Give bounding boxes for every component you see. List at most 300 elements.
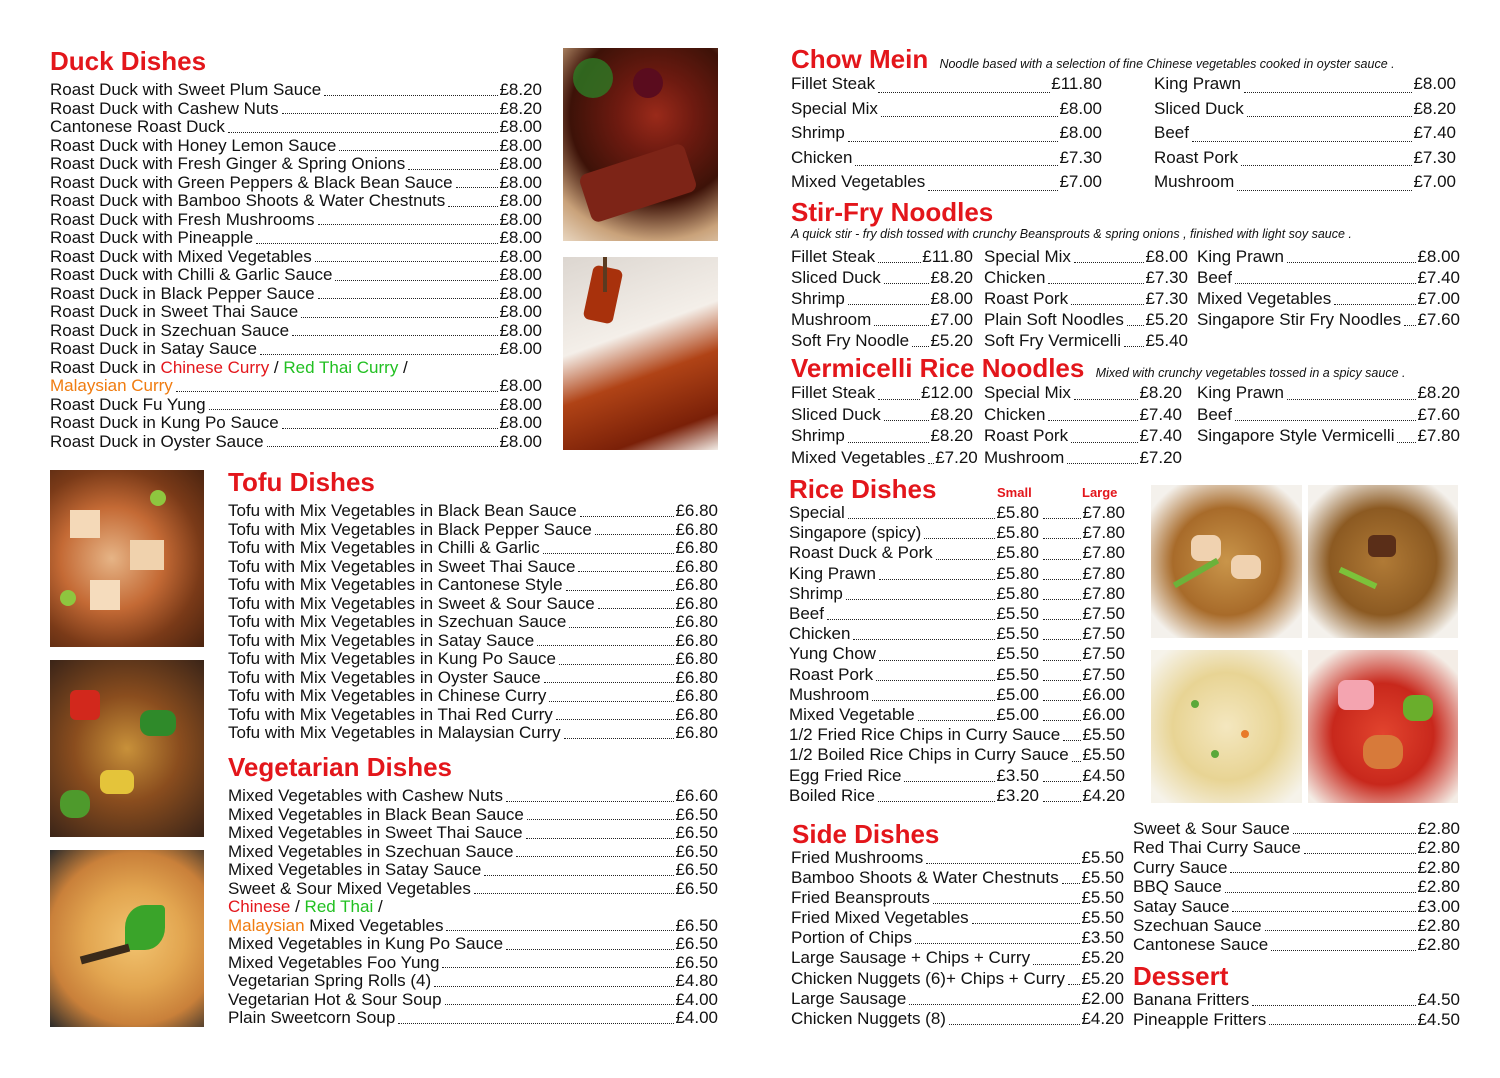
menu-item-name: Sliced Duck	[791, 404, 881, 424]
menu-item-price: £7.30	[1145, 268, 1188, 287]
menu-item-row	[791, 425, 973, 447]
menu-item-name: Tofu with Mix Vegetables in Kung Po Sauce	[228, 649, 556, 668]
menu-item-name: Roast Duck in Satay Sauce	[50, 339, 257, 358]
menu-item-price: £7.00	[1417, 289, 1460, 308]
leader-dots	[848, 304, 930, 305]
leader-dots	[1404, 325, 1416, 326]
menu-item-price: £8.20	[1417, 383, 1460, 402]
malaysian-curry-label: Malaysian Curry	[50, 376, 173, 395]
leader-dots	[324, 95, 498, 96]
menu-item-price: £5.20	[1081, 968, 1124, 988]
leader-dots	[506, 949, 674, 950]
rice-item-row	[789, 604, 1125, 624]
rice-small-price: £5.00	[996, 684, 1039, 704]
leader-dots	[301, 317, 498, 318]
menu-item-row	[1133, 916, 1460, 935]
menu-item-name: Tofu with Mix Vegetables in Szechuan Sauce	[228, 612, 567, 631]
leader-dots	[933, 903, 1081, 904]
rice-item-row	[789, 564, 1125, 584]
menu-item-price: £6.80	[675, 630, 718, 650]
menu-item-name: Special Mix	[791, 98, 878, 118]
menu-item-name: Chicken	[791, 147, 853, 167]
leader-dots	[872, 700, 995, 701]
rice-large-price: £5.50	[1082, 725, 1125, 745]
leader-dots	[1124, 346, 1144, 347]
menu-item-name: Vegetarian Spring Rolls (4)	[228, 971, 432, 990]
menu-item-name: Roast Duck with Honey Lemon Sauce	[50, 135, 337, 155]
menu-item-name: Roast Pork	[789, 664, 874, 684]
menu-item-price: £8.00	[499, 302, 542, 321]
menu-item-row	[228, 972, 718, 991]
leader-dots	[1043, 781, 1081, 782]
leader-dots	[549, 701, 674, 702]
menu-item-name: Pineapple Fritters	[1133, 1009, 1267, 1029]
leader-dots	[1043, 680, 1081, 681]
tofu-dishes-heading: Tofu Dishes	[228, 467, 375, 497]
menu-item-name: Tofu with Mix Vegetables in Chinese Curry	[228, 686, 547, 705]
leader-dots	[580, 516, 675, 517]
leader-dots	[339, 150, 498, 151]
leader-dots	[474, 893, 675, 894]
sweet-sour-chicken-photo	[1308, 650, 1458, 803]
rice-item-row	[789, 543, 1125, 563]
menu-item-name: Bamboo Shoots & Water Chestnuts	[791, 868, 1059, 888]
duck-curry-prefix: Roast Duck in	[50, 357, 161, 377]
menu-item-row	[228, 669, 718, 688]
leader-dots	[1043, 559, 1081, 560]
curry-separator: /	[290, 897, 305, 916]
menu-item-name: Roast Duck in Kung Po Sauce	[50, 413, 279, 432]
leader-dots	[1048, 420, 1138, 421]
leader-dots	[879, 579, 996, 580]
menu-item-name: Tofu with Mix Vegetables in Sweet & Sour Sauce	[228, 593, 595, 613]
leader-dots	[904, 781, 995, 782]
leader-dots	[884, 283, 930, 284]
rice-small-price: £5.80	[996, 523, 1039, 543]
menu-item-price: £2.00	[1081, 988, 1124, 1008]
menu-item-row	[1197, 288, 1460, 309]
menu-item-name: Mixed Vegetables in Black Bean Sauce	[228, 804, 524, 824]
leader-dots	[408, 169, 498, 170]
menu-item-row	[984, 330, 1188, 351]
rice-dishes-list	[789, 503, 1125, 806]
menu-item-row	[984, 309, 1188, 330]
menu-item-price: £6.80	[675, 686, 718, 705]
leader-dots	[848, 141, 1059, 142]
menu-item-price: £6.50	[675, 823, 718, 842]
leader-dots	[484, 875, 674, 876]
leader-dots	[1235, 283, 1416, 284]
rice-large-price: £4.50	[1082, 765, 1125, 785]
leader-dots	[1334, 304, 1416, 305]
menu-item-name: Mixed Vegetables	[791, 172, 926, 191]
menu-item-price: £2.80	[1417, 819, 1460, 838]
menu-item-price: £8.20	[930, 426, 973, 445]
leader-dots	[1043, 720, 1081, 721]
menu-item-row	[791, 1009, 1124, 1029]
leader-dots	[926, 863, 1080, 864]
vermicelli-note: Mixed with crunchy vegetables tossed in a spicy sauce .	[1095, 366, 1406, 380]
menu-item-name: King Prawn	[1197, 247, 1284, 266]
menu-item-name: Roast Duck & Pork	[789, 543, 933, 563]
menu-item-row	[50, 285, 542, 304]
menu-item-row	[791, 928, 1124, 948]
rice-small-price: £5.80	[996, 543, 1039, 563]
leader-dots	[1293, 833, 1417, 834]
veg-curry-rest: Mixed Vegetables	[304, 915, 444, 935]
menu-item-name: Mixed Vegetables with Cashew Nuts	[228, 786, 503, 805]
menu-item-row	[228, 502, 718, 521]
rice-dishes-heading: Rice Dishes	[789, 474, 937, 504]
menu-item-name: Special Mix	[984, 383, 1071, 402]
menu-item-price: £7.20	[1139, 447, 1182, 467]
menu-item-name: Portion of Chips	[791, 928, 912, 948]
rice-small-price: £5.50	[996, 644, 1039, 664]
menu-item-row	[50, 211, 542, 230]
menu-item-row	[791, 170, 1102, 195]
menu-item-name: Egg Fried Rice	[789, 765, 902, 785]
menu-item-row	[791, 382, 973, 404]
leader-dots	[559, 664, 675, 665]
menu-item-price: £7.60	[1417, 310, 1460, 329]
malaysian-label: Malaysian	[228, 915, 305, 935]
rice-small-price: £3.20	[996, 785, 1039, 805]
menu-item-row	[228, 613, 718, 632]
rice-large-price: £7.80	[1082, 563, 1125, 583]
menu-item-name: Mushroom	[1154, 172, 1235, 191]
menu-item-price: £5.50	[1081, 888, 1124, 908]
menu-item-name: Roast Duck in Szechuan Sauce	[50, 320, 290, 340]
leader-dots	[448, 206, 498, 207]
menu-item-price: £8.00	[1145, 247, 1188, 266]
menu-item-row	[228, 521, 718, 540]
menu-item-name: Special	[789, 503, 845, 522]
menu-item-price: £6.80	[675, 704, 718, 724]
menu-item-name: Chicken	[984, 404, 1046, 424]
menu-item-price: £8.00	[499, 265, 542, 284]
roast-duck-photo	[563, 48, 718, 241]
menu-item-name: Shrimp	[791, 289, 845, 308]
leader-dots	[878, 92, 1050, 93]
leader-dots	[442, 967, 674, 968]
leader-dots	[853, 639, 995, 640]
rice-small-price: £5.80	[996, 503, 1039, 522]
menu-item-price: £6.80	[675, 519, 718, 539]
menu-item-row	[791, 868, 1124, 888]
menu-item-price: £7.40	[1139, 404, 1182, 424]
leader-dots	[537, 645, 674, 646]
leader-dots	[176, 391, 499, 392]
egg-fried-rice-photo	[1151, 650, 1302, 803]
rice-item-row	[789, 685, 1125, 705]
menu-item-row	[791, 330, 973, 351]
leader-dots	[282, 428, 499, 429]
menu-item-name: Large Sausage + Chips + Curry	[791, 948, 1031, 968]
menu-item-row	[228, 724, 718, 743]
menu-item-price: £3.50	[1081, 928, 1124, 948]
leader-dots	[1074, 399, 1139, 400]
leader-dots	[848, 518, 996, 519]
menu-item-name: Roast Duck with Mixed Vegetables	[50, 246, 312, 266]
menu-item-name: Large Sausage	[791, 988, 907, 1008]
menu-item-price: £8.00	[1417, 247, 1460, 266]
menu-item-name: Shrimp	[791, 123, 845, 142]
leader-dots	[318, 224, 499, 225]
rice-large-price: £7.50	[1082, 644, 1125, 664]
leader-dots	[566, 590, 675, 591]
menu-item-name: Tofu with Mix Vegetables in Cantonese Style	[228, 575, 563, 594]
chow-mein-chicken-photo	[1151, 485, 1302, 638]
leader-dots	[1063, 740, 1081, 741]
leader-dots	[1043, 660, 1081, 661]
leader-dots	[1033, 964, 1080, 965]
menu-item-row	[228, 806, 718, 825]
leader-dots	[516, 856, 674, 857]
menu-item-price: £4.00	[675, 989, 718, 1009]
menu-item-price: £5.50	[1081, 868, 1124, 888]
menu-item-name: Plain Sweetcorn Soup	[228, 1008, 396, 1027]
leader-dots	[578, 571, 674, 572]
menu-item-row	[791, 848, 1124, 868]
menu-item-price: £2.80	[1417, 857, 1460, 877]
menu-item-name: Shrimp	[791, 426, 845, 445]
leader-dots	[918, 720, 996, 721]
leader-dots	[446, 930, 674, 931]
rice-large-price: £6.00	[1082, 705, 1125, 725]
tofu-dishes-list	[228, 502, 718, 743]
stir-fry-note: A quick stir - fry dish tossed with crunchy Beansprouts & spring onions , finished with light soy sauce .	[791, 227, 1352, 241]
leader-dots	[912, 346, 929, 347]
menu-item-price: £8.00	[499, 246, 542, 266]
menu-item-name: Mixed Vegetables in Szechuan Sauce	[228, 841, 514, 861]
menu-item-row	[1197, 309, 1460, 330]
leader-dots	[506, 801, 674, 802]
chow-mein-col1	[791, 72, 1102, 195]
side-dishes-heading: Side Dishes	[792, 819, 940, 849]
menu-item-row	[791, 447, 978, 469]
leader-dots	[1071, 304, 1144, 305]
menu-item-price: £8.00	[499, 154, 542, 173]
menu-item-name: Beef	[1197, 404, 1232, 424]
chow-mein-title: Chow Mein	[791, 44, 929, 74]
menu-item-row	[1154, 170, 1456, 195]
leader-dots	[556, 719, 675, 720]
menu-item-row	[228, 843, 718, 862]
leader-dots	[827, 619, 995, 620]
leader-dots	[936, 559, 996, 560]
menu-item-price: £6.80	[675, 593, 718, 613]
menu-item-row	[50, 414, 542, 433]
menu-item-name: Roast Pork	[1154, 147, 1239, 167]
menu-item-name: Mixed Vegetables	[1197, 289, 1332, 308]
menu-item-row	[228, 880, 718, 899]
leader-dots	[282, 113, 499, 114]
menu-item-name: Fillet Steak	[791, 74, 876, 93]
vermicelli-col3	[1197, 382, 1460, 447]
menu-item-name: Szechuan Sauce	[1133, 916, 1262, 936]
menu-item-row	[791, 288, 973, 309]
menu-item-row	[50, 81, 542, 100]
menu-item-name: Soft Fry Noodle	[791, 331, 910, 350]
red-thai-label: Red Thai	[304, 897, 374, 916]
sauces-list	[1133, 819, 1460, 955]
leader-dots	[1043, 801, 1081, 802]
menu-item-price: £8.00	[499, 431, 542, 451]
chow-mein-beef-photo	[1308, 485, 1458, 638]
menu-item-price: £8.00	[1059, 123, 1102, 142]
menu-item-row	[791, 908, 1124, 928]
duck-curry-line2	[50, 377, 542, 396]
veg-curry-text	[228, 898, 383, 917]
rice-small-price: £5.00	[996, 705, 1039, 725]
rice-item-row	[789, 705, 1125, 725]
menu-item-name: Yung Chow	[789, 644, 876, 664]
menu-item-price: £11.80	[1051, 74, 1102, 93]
menu-item-name: Singapore (spicy)	[789, 523, 922, 543]
menu-item-row	[984, 246, 1188, 267]
leader-dots	[209, 409, 499, 410]
leader-dots	[564, 738, 675, 739]
rice-large-price: £5.50	[1082, 745, 1125, 765]
duck-dishes-heading: Duck Dishes	[50, 46, 207, 76]
menu-item-row	[791, 309, 973, 330]
menu-item-row	[228, 632, 718, 651]
menu-item-price: £5.20	[1081, 948, 1124, 968]
rice-small-price: £3.50	[996, 765, 1039, 785]
menu-item-price: £8.00	[499, 394, 542, 414]
leader-dots	[335, 280, 498, 281]
veg-curry-line1	[228, 898, 718, 917]
menu-item-row	[228, 954, 718, 973]
leader-dots	[260, 354, 499, 355]
rice-item-row	[789, 665, 1125, 685]
leader-dots	[544, 682, 675, 683]
menu-item-row	[791, 989, 1124, 1009]
menu-item-name: Mixed Vegetables Foo Yung	[228, 952, 440, 972]
menu-item-price: £8.00	[499, 339, 542, 358]
chow-mein-col2	[1154, 72, 1456, 195]
menu-item-price: £5.20	[1145, 310, 1188, 329]
menu-item-name: Curry Sauce	[1133, 857, 1228, 877]
menu-item-row	[1133, 897, 1460, 916]
menu-item-price: £6.80	[675, 612, 718, 631]
menu-item-name: Singapore Style Vermicelli	[1197, 426, 1395, 445]
menu-item-row	[50, 396, 542, 415]
menu-item-price: £5.20	[930, 331, 973, 350]
menu-item-name: Cantonese Sauce	[1133, 935, 1269, 955]
menu-item-price: £5.50	[1081, 848, 1124, 867]
leader-dots	[1225, 892, 1417, 893]
menu-item-name: Roast Pork	[984, 426, 1069, 445]
stir-fry-heading: Stir-Fry Noodles	[791, 197, 994, 227]
leader-dots	[1043, 538, 1081, 539]
menu-item-price: £7.20	[935, 447, 978, 467]
vegetarian-dishes-list	[228, 787, 718, 1028]
menu-item-price: £7.80	[1417, 426, 1460, 445]
menu-item-name: Roast Duck with Fresh Mushrooms	[50, 209, 315, 229]
menu-item-row	[1197, 404, 1460, 426]
menu-item-name: Roast Duck with Chilli & Garlic Sauce	[50, 265, 333, 284]
vermicelli-title: Vermicelli Rice Noodles	[791, 353, 1085, 383]
menu-item-name: Tofu with Mix Vegetables in Malaysian Curry	[228, 723, 561, 742]
menu-item-row	[984, 404, 1182, 426]
rice-item-row	[789, 523, 1125, 543]
menu-item-row	[1197, 246, 1460, 267]
menu-item-price: £8.00	[499, 228, 542, 247]
menu-item-price: £2.80	[1417, 916, 1460, 936]
rice-item-row	[789, 766, 1125, 786]
leader-dots	[879, 660, 996, 661]
leader-dots	[1252, 1005, 1416, 1006]
menu-item-name: Sweet & Sour Mixed Vegetables	[228, 878, 471, 898]
peking-duck-photo	[563, 257, 718, 450]
menu-item-row	[50, 229, 542, 248]
leader-dots	[909, 1004, 1080, 1005]
leader-dots	[526, 838, 675, 839]
menu-item-row	[50, 303, 542, 322]
menu-item-name: Banana Fritters	[1133, 990, 1250, 1009]
menu-item-row	[1154, 97, 1456, 122]
menu-item-price: £2.80	[1417, 877, 1460, 897]
vermicelli-col2	[984, 382, 1182, 468]
menu-item-row	[1197, 267, 1460, 288]
menu-item-name: Roast Duck in Oyster Sauce	[50, 431, 264, 451]
leader-dots	[569, 627, 674, 628]
rice-item-row	[789, 624, 1125, 644]
rice-small-price: £5.50	[996, 664, 1039, 684]
menu-item-name: Roast Duck in Sweet Thai Sauce	[50, 302, 299, 321]
menu-item-row	[791, 948, 1124, 968]
menu-item-price: £7.30	[1059, 147, 1102, 167]
rice-small-price: £5.80	[996, 563, 1039, 583]
rice-large-price: £6.00	[1082, 684, 1125, 704]
duck-curry-text	[50, 359, 408, 378]
menu-item-row	[791, 97, 1102, 122]
leader-dots	[315, 261, 499, 262]
menu-item-name: Mushroom	[984, 447, 1065, 467]
leader-dots	[855, 165, 1058, 166]
menu-item-name: Mushroom	[789, 684, 870, 704]
menu-item-name: Mixed Vegetables in Satay Sauce	[228, 860, 482, 879]
menu-item-row	[1133, 819, 1460, 838]
menu-item-name: Red Thai Curry Sauce	[1133, 838, 1301, 858]
menu-item-name: Vegetarian Hot & Sour Soup	[228, 989, 442, 1009]
leader-dots	[928, 463, 934, 464]
leader-dots	[1072, 761, 1082, 762]
menu-item-name: Chicken	[984, 268, 1046, 287]
rice-small-price: £5.80	[996, 583, 1039, 603]
menu-item-price: £8.20	[930, 268, 973, 287]
menu-item-price: £4.20	[1081, 1008, 1124, 1028]
vegetarian-dishes-heading: Vegetarian Dishes	[228, 752, 452, 782]
menu-item-row	[50, 248, 542, 267]
menu-item-row	[984, 382, 1182, 404]
menu-item-name: King Prawn	[1154, 74, 1241, 93]
leader-dots	[445, 1004, 675, 1005]
menu-item-row	[228, 650, 718, 669]
menu-item-name: Special Mix	[984, 247, 1071, 266]
leader-dots	[527, 819, 675, 820]
menu-item-row	[50, 174, 542, 193]
rice-item-row	[789, 584, 1125, 604]
tofu-dish-photo	[50, 470, 204, 647]
menu-item-price: £6.50	[675, 841, 718, 861]
menu-item-name: Boiled Rice	[789, 785, 875, 805]
rice-large-price: £7.50	[1082, 664, 1125, 684]
menu-item-price: £12.00	[921, 383, 973, 402]
menu-item-price: £7.00	[1413, 172, 1456, 191]
menu-item-name: Roast Duck with Sweet Plum Sauce	[50, 80, 322, 99]
